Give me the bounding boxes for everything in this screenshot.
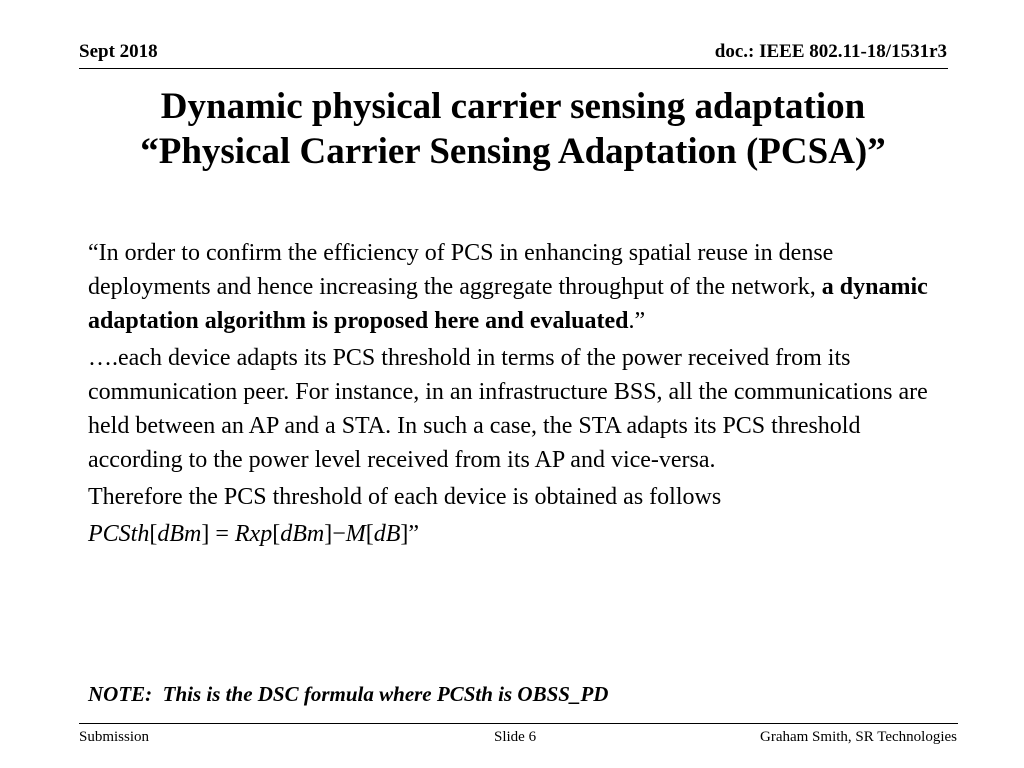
slide-body xyxy=(88,236,938,551)
footer-slide-number: Slide 6 xyxy=(494,729,537,745)
formula-lhs-unit: dBm xyxy=(157,521,202,547)
quote-intro-text: “In order to confirm the efficiency of PCS in enhancing spatial reuse in dense deployments and hence increasing the aggregate throughput of the network, xyxy=(88,240,834,300)
footer-author: Graham Smith, SR Technologies xyxy=(760,729,957,745)
pcs-threshold-formula: PCSth[dBm] = Rxp[dBm]−M[dB]” xyxy=(88,521,420,547)
footer-submission: Submission xyxy=(79,729,150,745)
formula-rx-var: Rxp xyxy=(234,521,273,547)
quote-paragraph xyxy=(88,236,938,338)
adaptation-paragraph: ….each device adapts its PCS threshold in terms of the power received from its communication peer. For instance, in an infrastructure BSS, all the communications are held between an AP and a STA. In such a case, the STA adapts its PCS threshold according to the power level received from its AP and vice-versa. xyxy=(88,345,928,473)
footer-divider xyxy=(79,723,958,724)
slide-title-line-1: Dynamic physical carrier sensing adaptation xyxy=(160,86,866,127)
slide-title-line-2: “Physical Carrier Sensing Adaptation (PCSA)” xyxy=(140,131,886,172)
formula-equals: = xyxy=(209,521,235,547)
quote-bold-text: a dynamic adaptation algorithm is proposed here and evaluated xyxy=(88,274,928,334)
quote-end-text: .” xyxy=(628,308,646,334)
header-date: Sept 2018 xyxy=(79,41,158,62)
formula-m-var: M xyxy=(345,521,366,547)
note-text: NOTE: This is the DSC formula where PCSth is OBSS_PD xyxy=(88,682,609,706)
formula-rx-unit: dBm xyxy=(280,521,325,547)
formula-m-unit: dB xyxy=(373,521,401,547)
formula-lhs-var: PCSth xyxy=(88,521,150,547)
formula-minus: − xyxy=(332,521,346,547)
formula-close-quote: ” xyxy=(408,521,420,547)
threshold-paragraph: Therefore the PCS threshold of each device is obtained as follows xyxy=(88,484,722,510)
header-divider xyxy=(79,68,948,69)
slide-title xyxy=(60,84,966,174)
header-doc-id: doc.: IEEE 802.11-18/1531r3 xyxy=(714,41,947,62)
